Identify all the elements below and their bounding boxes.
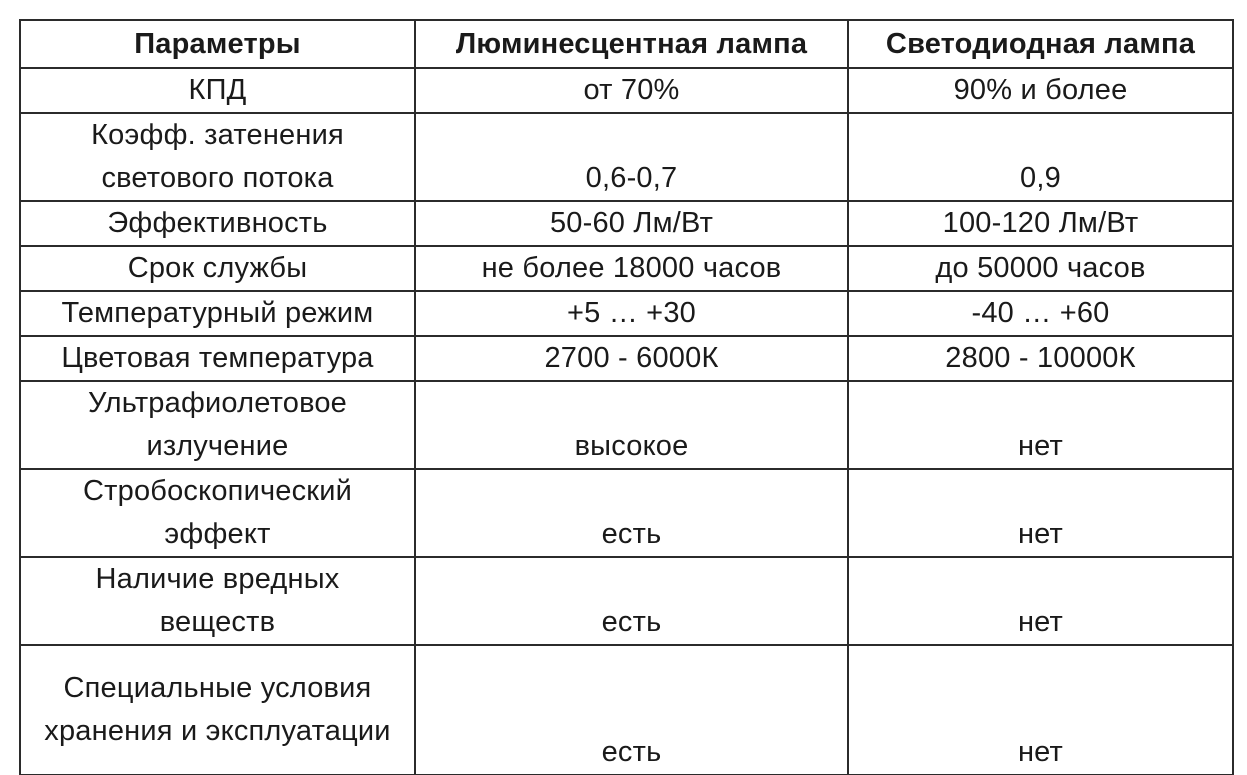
param-cell: КПД: [20, 68, 415, 113]
fluorescent-value-cell: от 70%: [415, 68, 848, 113]
param-cell: Эффективность: [20, 201, 415, 246]
param-cell: Ультрафиолетовое излучение: [20, 381, 415, 469]
header-led-lamp: Светодиодная лампа: [848, 20, 1233, 68]
led-value-cell: нет: [848, 381, 1233, 469]
fluorescent-value-cell: 2700 - 6000К: [415, 336, 848, 381]
led-value-cell: до 50000 часов: [848, 246, 1233, 291]
fluorescent-value-cell: есть: [415, 557, 848, 645]
fluorescent-value-cell: +5 … +30: [415, 291, 848, 336]
fluorescent-value-cell: есть: [415, 645, 848, 775]
table-row: [20, 469, 1233, 557]
led-value-cell: -40 … +60: [848, 291, 1233, 336]
table-row: [20, 246, 1233, 291]
param-cell: Наличие вредных веществ: [20, 557, 415, 645]
param-cell: Температурный режим: [20, 291, 415, 336]
param-cell: Коэфф. затенения светового потока: [20, 113, 415, 201]
header-parameters: Параметры: [20, 20, 415, 68]
table-row: [20, 68, 1233, 113]
table-row: [20, 557, 1233, 645]
led-value-cell: 0,9: [848, 113, 1233, 201]
table-row: [20, 645, 1233, 775]
table-row: [20, 336, 1233, 381]
table-row: [20, 113, 1233, 201]
fluorescent-value-cell: не более 18000 часов: [415, 246, 848, 291]
led-value-cell: нет: [848, 469, 1233, 557]
fluorescent-value-cell: 50-60 Лм/Вт: [415, 201, 848, 246]
led-value-cell: 90% и более: [848, 68, 1233, 113]
led-value-cell: нет: [848, 557, 1233, 645]
led-value-cell: нет: [848, 645, 1233, 775]
fluorescent-value-cell: высокое: [415, 381, 848, 469]
param-cell: Срок службы: [20, 246, 415, 291]
comparison-table: [19, 19, 1234, 775]
header-fluorescent-lamp: Люминесцентная лампа: [415, 20, 848, 68]
header-row: [20, 20, 1233, 68]
table-row: [20, 381, 1233, 469]
led-value-cell: 100-120 Лм/Вт: [848, 201, 1233, 246]
fluorescent-value-cell: 0,6-0,7: [415, 113, 848, 201]
param-cell: Стробоскопический эффект: [20, 469, 415, 557]
param-cell: Специальные условия хранения и эксплуатации: [20, 645, 415, 775]
table-row: [20, 291, 1233, 336]
led-value-cell: 2800 - 10000К: [848, 336, 1233, 381]
fluorescent-value-cell: есть: [415, 469, 848, 557]
param-cell: Цветовая температура: [20, 336, 415, 381]
table-row: [20, 201, 1233, 246]
